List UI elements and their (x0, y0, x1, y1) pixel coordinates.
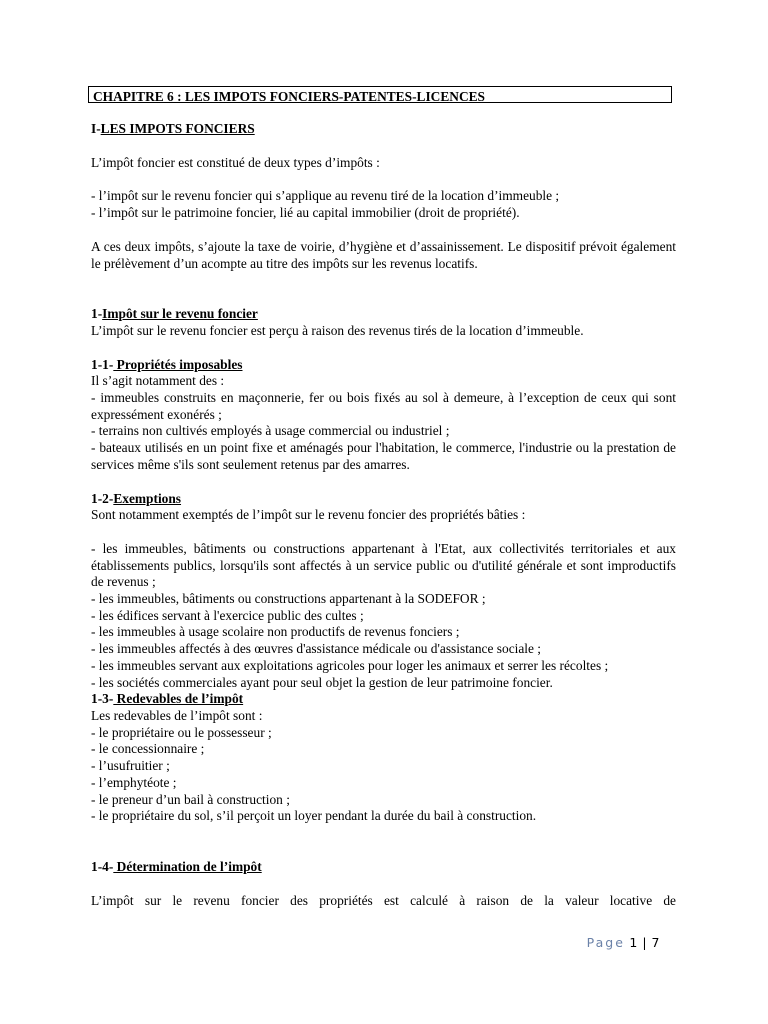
subsection-lead-1-3: Les redevables de l’impôt sont : (91, 707, 263, 723)
list-item: - le propriétaire du sol, s’il perçoit un loyer pendant la durée du bail à construction. (91, 808, 537, 824)
exemptions-list (91, 541, 676, 691)
list-item: - le preneur d’un bail à construction ; (91, 791, 290, 807)
list-item: - l’usufruitier ; (91, 758, 170, 774)
intro-detail-paragraph: A ces deux impôts, s’ajoute la taxe de voirie, d’hygiène et d’assainissement. Le dispositif prévoit également le prélèvement d’un acompte au titre des impôts sur les revenus locatifs. (91, 238, 676, 271)
taxpayers-list (91, 725, 676, 825)
list-item: - bateaux utilisés en un point fixe et aménagés pour l'habitation, le commerce, l'industrie ou la prestation de services même s'ils sont seulement retenus par des amarres. (91, 440, 676, 472)
list-item: - les sociétés commerciales ayant pour seul objet la gestion de leur patrimoine foncier. (91, 674, 553, 690)
subsection-heading-1-1: 1-1- Propriétés imposables (91, 356, 243, 372)
list-item: - immeubles construits en maçonnerie, fer ou bois fixés au sol à demeure, à l’exception de ceux qui sont expressément exonérés ; (91, 390, 676, 422)
subsection-heading-1-2: 1-2-Exemptions (91, 490, 182, 506)
list-item: - l’emphytéote ; (91, 774, 177, 790)
subsection-heading-1-4: 1-4- Détermination de l’impôt (91, 858, 262, 874)
page-total: 7 (651, 935, 660, 950)
intro-paragraph: L’impôt foncier est constitué de deux types d’impôts : (91, 154, 380, 170)
section-heading-1: I-LES IMPOTS FONCIERS (91, 121, 255, 136)
list-item: - terrains non cultivés employés à usage commercial ou industriel ; (91, 423, 450, 439)
list-item: - l’impôt sur le patrimoine foncier, lié au capital immobilier (droit de propriété). (91, 205, 520, 221)
list-item: - l’impôt sur le revenu foncier qui s’applique au revenu tiré de la location d’immeuble ; (91, 188, 560, 204)
subsection-heading-1-3: 1-3- Redevables de l’impôt (91, 691, 244, 707)
list-item: - les immeubles, bâtiments ou constructions appartenant à la SODEFOR ; (91, 591, 486, 607)
list-item: - le propriétaire ou le possesseur ; (91, 724, 272, 740)
subsection-text-1: L’impôt sur le revenu foncier est perçu à raison des revenus tirés de la location d’immeuble. (91, 322, 584, 338)
page-label: Page (586, 935, 625, 950)
chapter-title: CHAPITRE 6 : LES IMPOTS FONCIERS-PATENTES-LICENCES (88, 86, 672, 103)
page-footer (587, 935, 660, 950)
list-item: - les immeubles à usage scolaire non productifs de revenus fonciers ; (91, 624, 460, 640)
intro-list (91, 188, 676, 221)
list-item: - les immeubles servant aux exploitations agricoles pour loger les animaux et serrer les récoltes ; (91, 657, 609, 673)
subsection-text-1-4: L’impôt sur le revenu foncier des propriétés est calculé à raison de la valeur locative de (91, 892, 676, 908)
page-separator: | (642, 935, 648, 950)
page-current: 1 (629, 935, 638, 950)
subsection-lead-1-2: Sont notamment exemptés de l’impôt sur le revenu foncier des propriétés bâties : (91, 507, 526, 523)
list-item: - le concessionnaire ; (91, 741, 205, 757)
document-page (91, 86, 676, 909)
list-item: - les immeubles affectés à des œuvres d'assistance médicale ou d'assistance sociale ; (91, 641, 542, 657)
subsection-heading-1: 1-Impôt sur le revenu foncier (91, 306, 258, 322)
list-item: - les édifices servant à l'exercice public des cultes ; (91, 607, 364, 623)
taxable-properties-list (91, 390, 676, 474)
list-item: - les immeubles, bâtiments ou constructions appartenant à l'Etat, aux collectivités territoriales et aux établissements publics, lorsqu'ils sont affectés à un service public ou d'utilité générale et sont improductifs de revenus ; (91, 540, 676, 590)
subsection-lead-1-1: Il s’agit notamment des : (91, 373, 225, 389)
